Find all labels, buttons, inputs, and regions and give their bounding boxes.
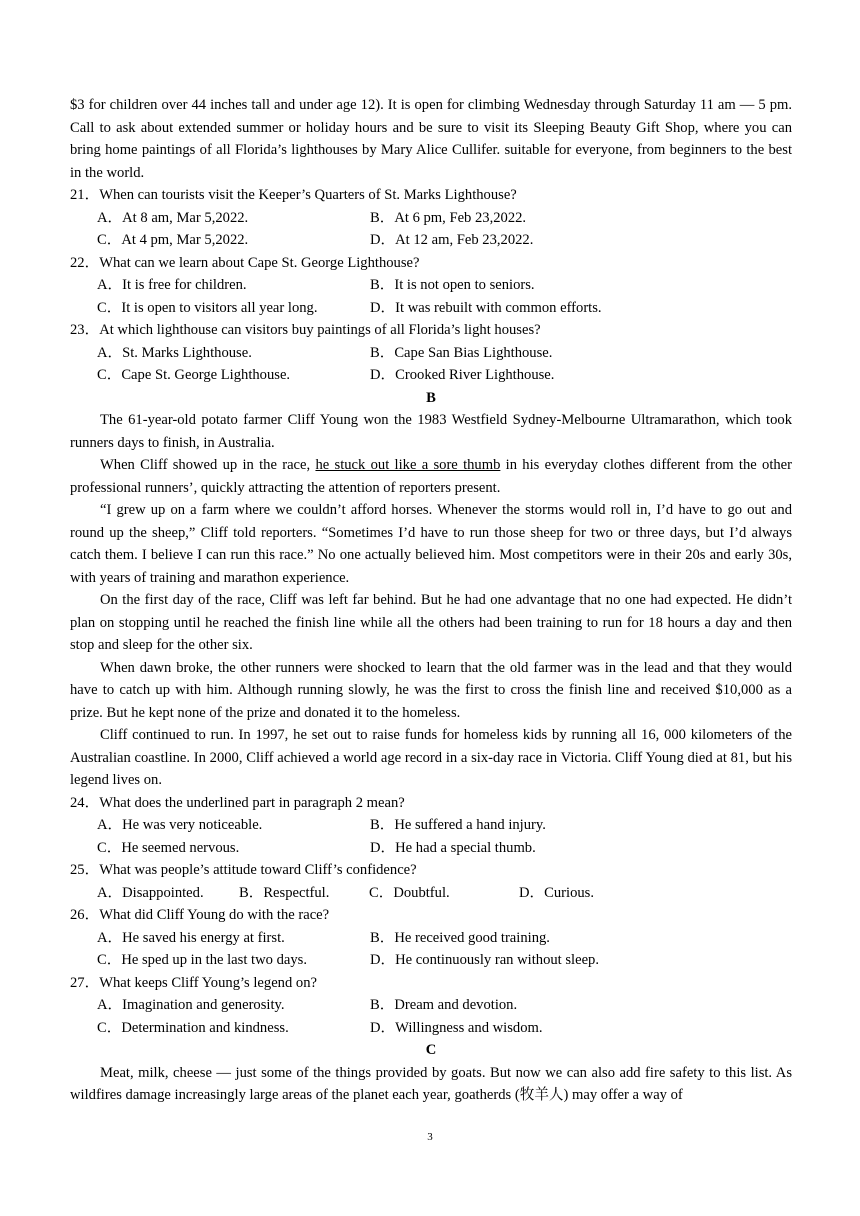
q23-option-c[interactable]: C．Cape St. George Lighthouse. (97, 367, 291, 383)
q22-option-d[interactable]: D．It was rebuilt with common efforts. (370, 299, 602, 316)
question-23-options-row-1 (70, 342, 792, 365)
passage-b-paragraph-6: Cliff continued to run. In 1997, he set out to raise funds for homeless kids by running all 16, 000 kilometers of the Australian coastline. In 2000, Cliff achieved a world age record in a six-day race in Victoria. Cliff Young died at 81, but his legend lives on. (70, 727, 792, 788)
question-21: 21．When can tourists visit the Keeper’s Quarters of St. Marks Lighthouse? (70, 187, 517, 203)
q27-option-d[interactable]: D．Willingness and wisdom. (370, 1019, 543, 1036)
q25-option-a[interactable]: A．Disappointed. (97, 884, 204, 901)
section-heading-b: B (426, 389, 436, 406)
q24-option-b[interactable]: B．He suffered a hand injury. (370, 817, 546, 833)
paragraph-2-rest: in his everyday clothes different from the other professional runners’, quickly attracting the attention of reporters present. (70, 457, 793, 496)
passage-b-paragraph-1: The 61-year-old potato farmer Cliff Young won the 1983 Westfield Sydney-Melbourne Ultramarathon, which took runners days to finish, in Australia. (70, 412, 792, 451)
page-content (70, 94, 792, 1107)
passage-b-paragraph-3: “I grew up on a farm where we couldn’t afford horses. Whenever the storms would roll in, I’d have to go out and round up the sheep,” Cliff told reporters. “Sometimes I’d have to run those sheep for two or three days, but I’d always catch them. I believe I can run this race.” No one actually believed him. Most competitors were in their 20s and early 30s, with years of training and marathon experience. (70, 502, 792, 586)
question-23: 23．At which lighthouse can visitors buy paintings of all Florida’s light houses? (70, 322, 541, 338)
question-27-options-row-1 (70, 994, 792, 1017)
passage-c-paragraph-1: Meat, milk, cheese — just some of the things provided by goats. But now we can also add fire safety to this list. As wildfires damage increasingly large areas of the planet each year, goatherds (牧羊人) may offer a way of (70, 1064, 792, 1103)
underlined-phrase: he stuck out like a sore thumb (315, 457, 501, 473)
q21-option-b[interactable]: B．At 6 pm, Feb 23,2022. (370, 209, 527, 226)
q23-option-a[interactable]: A．St. Marks Lighthouse. (97, 344, 252, 361)
passage-b-paragraph-4: On the first day of the race, Cliff was left far behind. But he had one advantage that no one had expected. He didn’t plan on stopping until he reached the finish line while all the others had been training to run for 18 hours a day and then stop and sleep for the other six. (70, 592, 792, 653)
q21-option-a[interactable]: A．At 8 am, Mar 5,2022. (97, 209, 249, 226)
q26-option-c[interactable]: C．He sped up in the last two days. (97, 952, 307, 968)
question-21-options-row-1 (70, 207, 792, 230)
q24-option-c[interactable]: C．He seemed nervous. (97, 839, 240, 856)
q23-option-b[interactable]: B．Cape San Bias Lighthouse. (370, 344, 553, 361)
question-21-options-row-2 (70, 229, 792, 252)
question-27: 27．What keeps Cliff Young’s legend on? (70, 974, 317, 991)
paragraph-2-lead: When Cliff showed up in the race, (100, 457, 316, 473)
question-26: 26．What did Cliff Young do with the race? (70, 907, 330, 923)
q27-option-a[interactable]: A．Imagination and generosity. (97, 997, 285, 1013)
passage-a-tail: $3 for children over 44 inches tall and under age 12). It is open for climbing Wednesday through Saturday 11 am — 5 pm. Call to ask about extended summer or holiday hours and be sure to visit its Sleeping Beauty Gift Shop, where you can bring home paintings of all Florida’s lighthouses by Mary Alice Cullifer. suitable for everyone, from beginners to the best in the world. (70, 97, 792, 181)
section-heading-c: C (425, 1042, 437, 1058)
question-22-options-row-1 (70, 274, 792, 297)
question-22-options-row-2 (70, 297, 792, 320)
question-24: 24．What does the underlined part in paragraph 2 mean? (70, 794, 405, 811)
question-25: 25．What was people’s attitude toward Cliff’s confidence? (70, 862, 417, 878)
q27-option-c[interactable]: C．Determination and kindness. (97, 1019, 289, 1036)
q22-option-b[interactable]: B．It is not open to seniors. (370, 277, 535, 293)
q24-option-d[interactable]: D．He had a special thumb. (370, 839, 536, 856)
q21-option-d[interactable]: D．At 12 am, Feb 23,2022. (370, 232, 534, 248)
q25-option-c[interactable]: C．Doubtful. (369, 884, 450, 901)
q26-option-a[interactable]: A．He saved his energy at first. (97, 929, 285, 946)
q25-option-d[interactable]: D．Curious. (519, 884, 594, 901)
q26-option-d[interactable]: D．He continuously ran without sleep. (370, 952, 600, 968)
q21-option-c[interactable]: C．At 4 pm, Mar 5,2022. (97, 232, 249, 248)
question-23-options-row-2 (70, 364, 792, 387)
question-26-options-row-1 (70, 927, 792, 950)
passage-b-paragraph-5: When dawn broke, the other runners were shocked to learn that the old farmer was in the lead and that they would have to catch up with him. Although running slowly, he was the first to cross the finish line and received $10,000 as a prize. But he kept none of the prize and donated it to the homeless. (70, 659, 792, 721)
question-24-options-row-2 (70, 837, 792, 860)
q24-option-a[interactable]: A．He was very noticeable. (97, 817, 263, 833)
page-number: 3 (427, 1131, 433, 1143)
question-25-options-row (70, 882, 792, 905)
q26-option-b[interactable]: B．He received good training. (370, 929, 550, 946)
q25-option-b[interactable]: B．Respectful. (239, 884, 330, 901)
question-26-options-row-2 (70, 949, 792, 972)
q22-option-c[interactable]: C．It is open to visitors all year long. (97, 299, 318, 316)
passage-b-paragraph-2 (70, 454, 792, 499)
question-27-options-row-2 (70, 1017, 792, 1040)
question-24-options-row-1 (70, 814, 792, 837)
question-22: 22．What can we learn about Cape St. George Lighthouse? (70, 254, 420, 271)
q23-option-d[interactable]: D．Crooked River Lighthouse. (370, 367, 555, 383)
q22-option-a[interactable]: A．It is free for children. (97, 277, 247, 293)
q27-option-b[interactable]: B．Dream and devotion. (370, 997, 518, 1013)
